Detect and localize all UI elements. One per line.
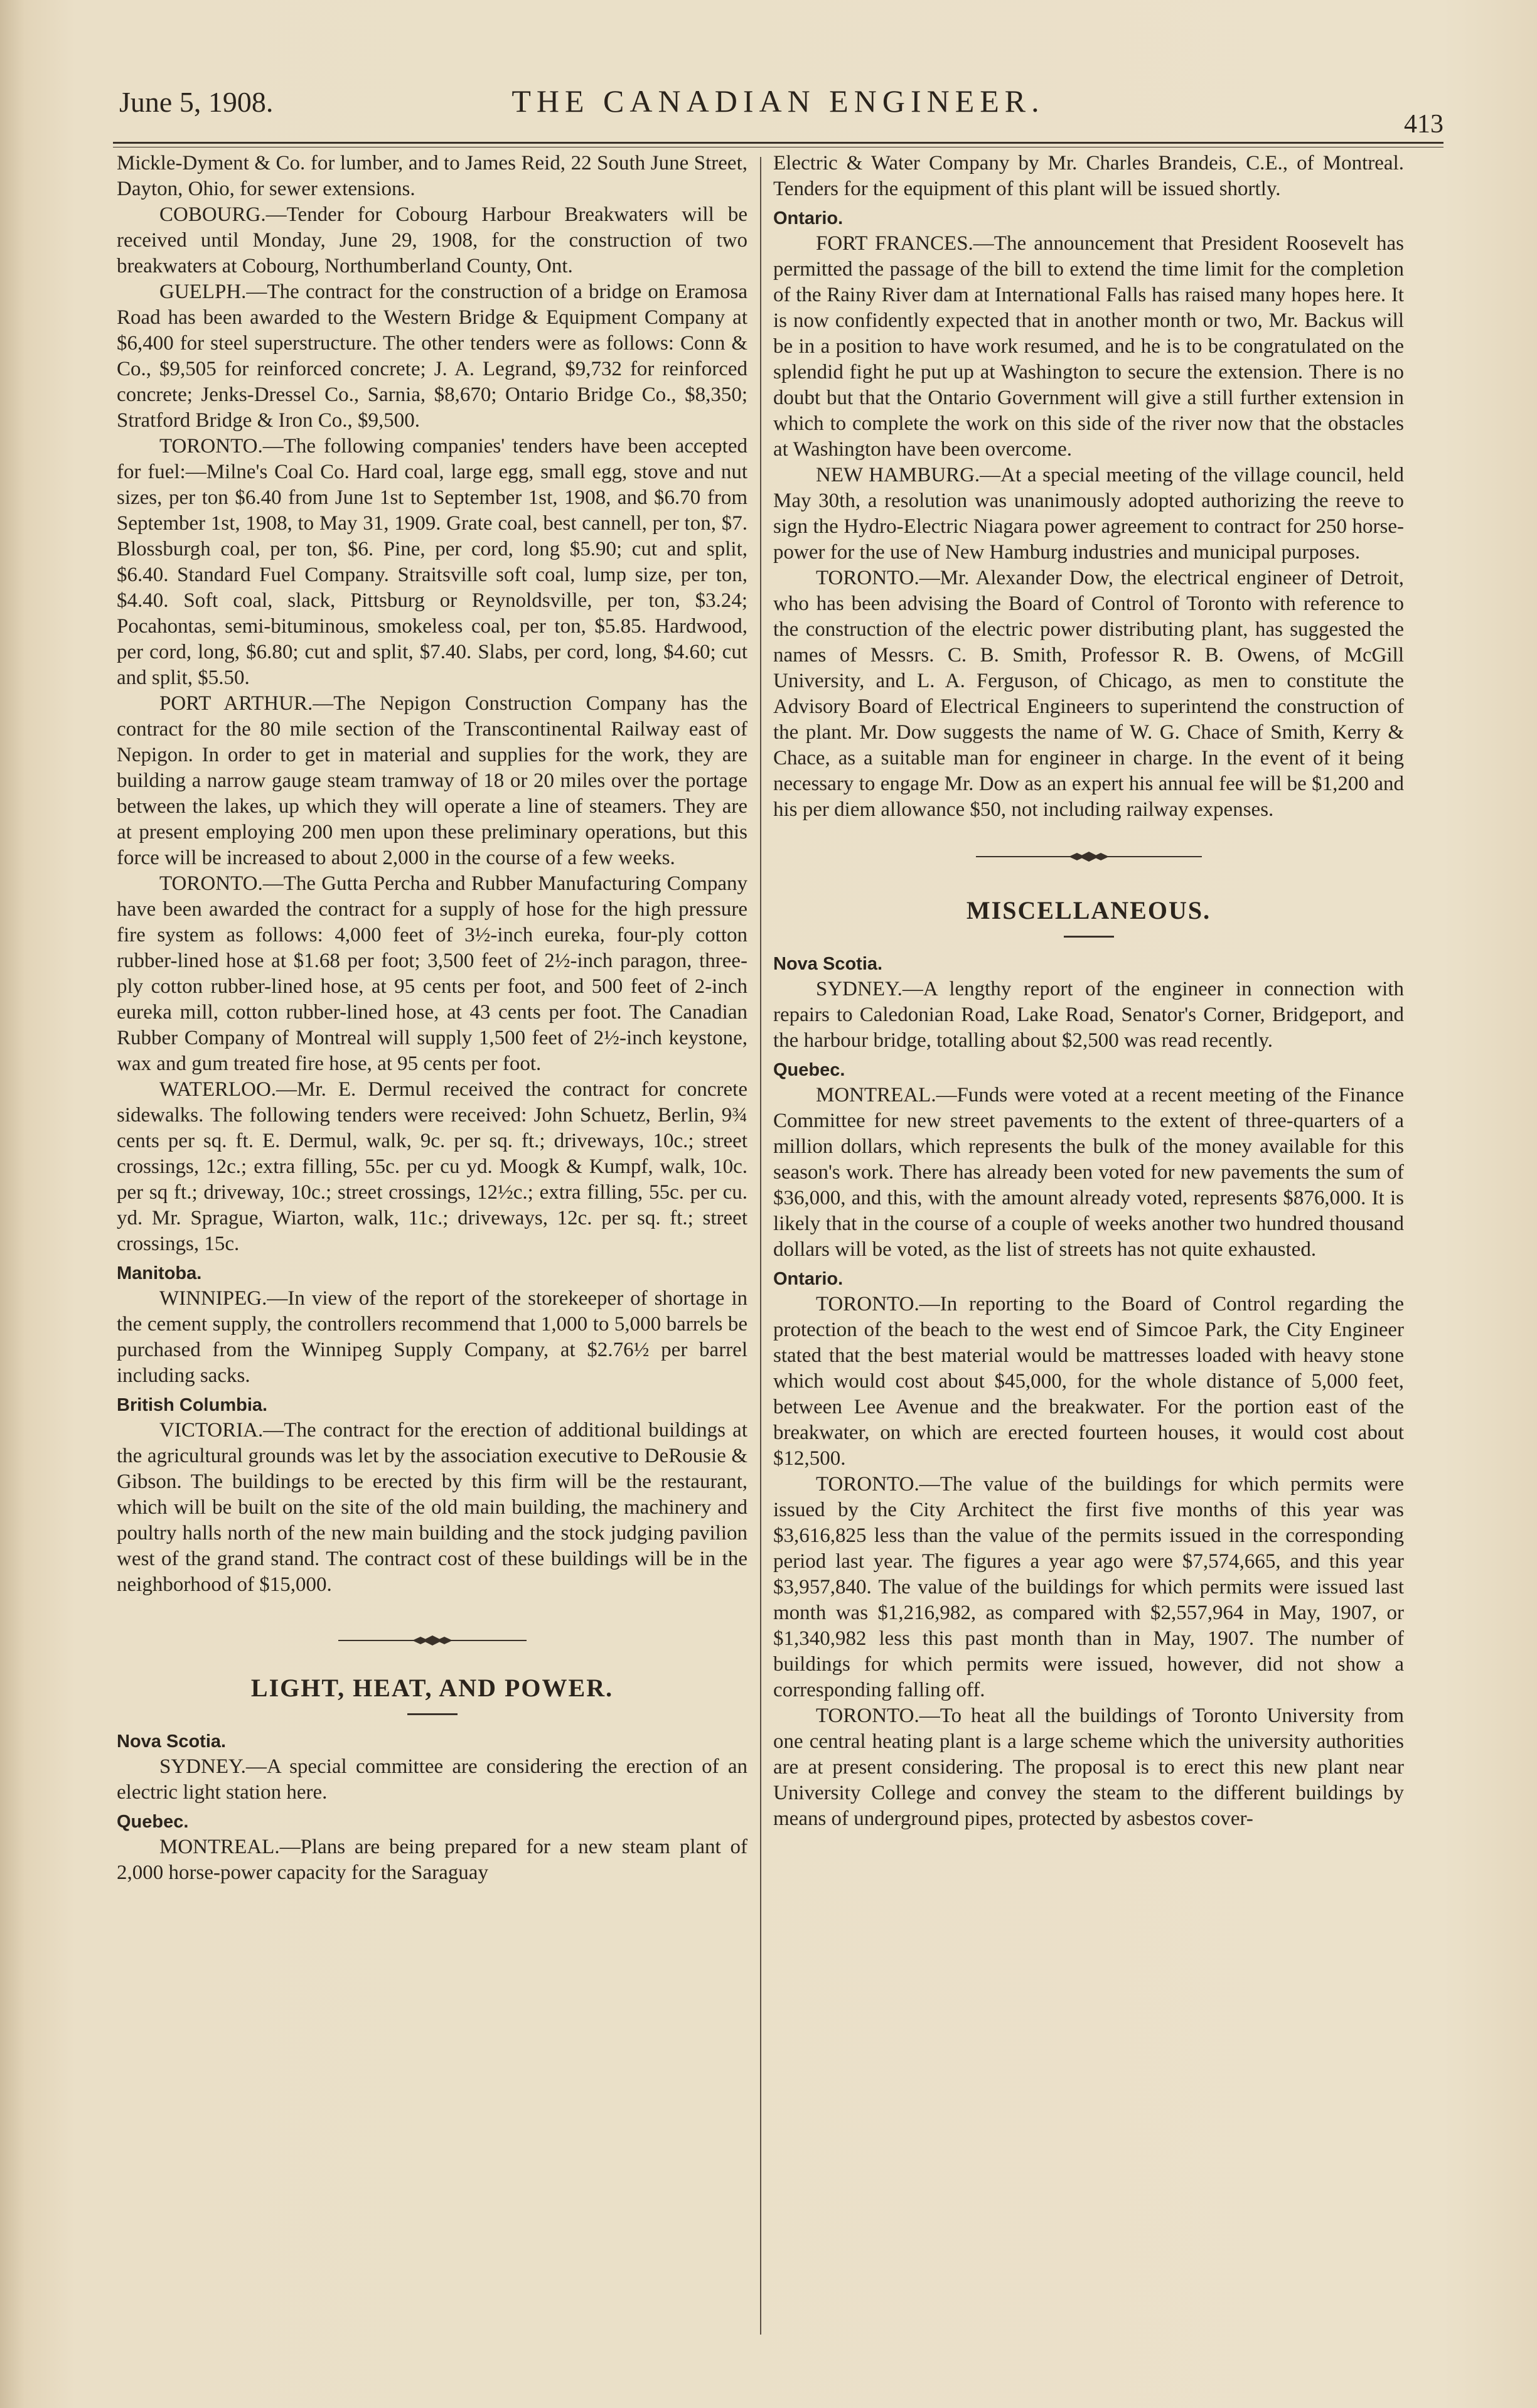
province-heading: British Columbia. bbox=[117, 1395, 268, 1415]
article-paragraph: Electric & Water Company by Mr. Charles Brandeis, C.E., of Montreal. Tenders for the equipment of this plant will be issued shortly. bbox=[773, 152, 1404, 200]
article-paragraph: MONTREAL.—Funds were voted at a recent meeting of the Finance Committee for new street pavements to the extent of three-quarters of a million dollars, which represents the bulk of the money available for this season's work. There has already been voted for new pavements the sum of $36,000, and this, with the amount already voted, represents $876,000. It is likely that in the course of a couple of weeks another two hundred thousand dollars will be voted, as the list of streets has not quite exhausted. bbox=[773, 1084, 1404, 1261]
article-paragraph: Mickle-Dyment & Co. for lumber, and to James Reid, 22 South June Street, Dayton, Ohio, for sewer extensions. bbox=[117, 152, 747, 200]
article-paragraph: FORT FRANCES.—The announcement that President Roosevelt has permitted the passage of the bill to extend the time limit for the completion of the Rainy River dam at International Falls has raised many hopes here. It is now confidently expected that in another month or two, Mr. Backus will be in a position to have work resumed, and he is to be congratulated on the splendid fight he put up at Washington to secure the extension. There is no doubt but that the Ontario Government will give a still further extension in which to complete the work on this side of the river now that the obstacles at Washington have been overcome. bbox=[773, 232, 1404, 461]
header-rule bbox=[113, 142, 1443, 144]
province-heading: Manitoba. bbox=[117, 1263, 202, 1283]
column-divider bbox=[760, 157, 761, 2335]
section-rule bbox=[407, 1713, 458, 1715]
province-heading: Ontario. bbox=[773, 1269, 843, 1289]
article-paragraph: TORONTO.—To heat all the buildings of Toronto University from one central heating plant is a large scheme which the university authorities are at present considering. The proposal is to erect this new plant near University College and convey the steam to the different buildings by means of underground pipes, protected by asbestos cover- bbox=[773, 1704, 1404, 1830]
province-heading: Nova Scotia. bbox=[773, 954, 883, 974]
page-number: 413 bbox=[1404, 110, 1443, 139]
section-title-miscellaneous: MISCELLANEOUS. bbox=[966, 896, 1211, 924]
left-column bbox=[117, 151, 747, 1886]
article-paragraph: PORT ARTHUR.—The Nepigon Construction Company has the contract for the 80 mile section of the Transcontinental Railway east of Nepigon. In order to get in material and supplies for the work, they are building a narrow gauge steam tramway of 18 or 20 miles over the portage between the lakes, up which they will operate a line of steamers. They are at present employing 200 men upon these preliminary operations, but this force will be increased to about 2,000 in the course of a few weeks. bbox=[117, 692, 747, 869]
article-paragraph: TORONTO.—The value of the buildings for which permits were issued by the City Architect the first five months of this year was $3,616,825 less than the value of the permits issued in the corresponding period last year. The figures a year ago were $7,574,665, and this year $3,957,840. The value of the buildings for which permits were issued last month was $1,216,982, as compared with $2,557,964 in May, 1907, or $1,340,982 less this past month than in May, 1907. The number of buildings for which permits were issued, however, did not show a corresponding falling off. bbox=[773, 1473, 1404, 1701]
article-paragraph: WATERLOO.—Mr. E. Dermul received the contract for concrete sidewalks. The following tenders were received: John Schuetz, Berlin, 9¾ cents per sq. ft. E. Dermul, walk, 9c. per sq. ft.; driveways, 10c.; street crossings, 12c.; extra filling, 55c. per cu yd. Moogk & Kumpf, walk, 10c. per sq ft.; driveway, 10c.; street crossings, 12½c.; extra filling, 55c. per cu. yd. Mr. Sprague, Wiarton, walk, 11c.; driveways, 12c. per sq. ft.; street crossings, 15c. bbox=[117, 1078, 747, 1255]
page-header bbox=[113, 82, 1443, 139]
article-paragraph: COBOURG.—Tender for Cobourg Harbour Breakwaters will be received until Monday, June 29, 1908, for the construction of two breakwaters at Cobourg, Northumberland County, Ont. bbox=[117, 203, 747, 277]
article-paragraph: TORONTO.—The following companies' tenders have been accepted for fuel:—Milne's Coal Co. Hard coal, large egg, small egg, stove and nut sizes, per ton $6.40 from June 1st to September 1st, 1908, and $6.70 from September 1st, 1908, to May 31, 1909. Grate coal, best cannell, per ton, $7. Blossburgh coal, per ton, $6. Pine, per cord, long $5.90; cut and split, $6.40. Standard Fuel Company. Straitsville soft coal, lump size, per ton, $4.40. Soft coal, slack, Pittsburg or Reynoldsville, per ton, $3.24; Pocahontas, semi-bituminous, smokeless coal, per ton, $5.85. Hardwood, per cord, long, $6.80; cut and split, $7.40. Slabs, per cord, long, $4.60; cut and split, $5.50. bbox=[117, 435, 747, 689]
article-paragraph: SYDNEY.—A lengthy report of the engineer in connection with repairs to Caledonian Road, Lake Road, Senator's Corner, Bridgeport, and the harbour bridge, totalling about $2,500 was read recently. bbox=[773, 978, 1404, 1052]
article-paragraph: GUELPH.—The contract for the construction of a bridge on Eramosa Road has been awarded to the Western Bridge & Equipment Company at $6,400 for steel superstructure. The other tenders were as follows: Conn & Co., $9,505 for reinforced concrete; J. A. Legrand, $9,732 for reinforced concrete; Jenks-Dressel Co., Sarnia, $8,670; Ontario Bridge Co., $8,350; Stratford Bridge & Iron Co., $9,500. bbox=[117, 281, 747, 432]
article-paragraph: TORONTO.—The Gutta Percha and Rubber Manufacturing Company have been awarded the contract for a supply of hose for the high pressure fire system as follows: 4,000 feet of 3½-inch eureka, four-ply cotton rubber-lined hose at $1.68 per foot; 3,500 feet of 2½-inch paragon, three-ply cotton rubber-lined hose, at 95 cents per foot, and 500 feet of 2-inch eureka mill, cotton rubber-lined hose, at 43 cents per foot. The Canadian Rubber Company of Montreal will supply 1,500 feet of 2½-inch keystone, wax and gum treated fire hose, at 95 cents per foot. bbox=[117, 872, 747, 1075]
article-paragraph: NEW HAMBURG.—At a special meeting of the village council, held May 30th, a resolution was unanimously adopted authorizing the reeve to sign the Hydro-Electric Niagara power agreement to contract for 250 horse-power for the use of New Hamburg industries and municipal purposes. bbox=[773, 464, 1404, 564]
article-paragraph: SYDNEY.—A special committee are considering the erection of an electric light station here. bbox=[117, 1755, 747, 1804]
section-rule bbox=[1064, 936, 1114, 938]
province-heading: Quebec. bbox=[773, 1060, 845, 1080]
ornament-divider bbox=[976, 850, 1202, 863]
ornament-divider bbox=[338, 1634, 527, 1647]
article-paragraph: MONTREAL.—Plans are being prepared for a new steam plant of 2,000 horse-power capacity for the Saraguay bbox=[117, 1836, 747, 1884]
section-title-light-heat-power: LIGHT, HEAT, AND POWER. bbox=[250, 1674, 614, 1702]
province-heading: Quebec. bbox=[117, 1812, 189, 1832]
article-paragraph: VICTORIA.—The contract for the erection of additional buildings at the agricultural grounds was let by the association executive to DeRousie & Gibson. The buildings to be erected by this firm will be the restaurant, which will be built on the site of the old main building, the machinery and poultry halls north of the new main building and the stock judging pavilion west of the grand stand. The contract cost of these buildings will be in the neighborhood of $15,000. bbox=[117, 1419, 747, 1596]
province-heading: Nova Scotia. bbox=[117, 1731, 227, 1752]
article-paragraph: TORONTO.—Mr. Alexander Dow, the electrical engineer of Detroit, who has been advising the Board of Control of Toronto with reference to the construction of the electric power distributing plant, has suggested the names of Messrs. C. B. Smith, Professor R. B. Owens, of McGill University, and L. A. Ferguson, of Chicago, as men to constitute the Advisory Board of Electrical Engineers to superintend the construction of the plant. Mr. Dow suggests the name of W. G. Chace of Smith, Kerry & Chace, as a suitable man for engineer in charge. In the event of it being necessary to engage Mr. Dow as an expert his annual fee will be $1,200 and his per diem allowance $50, not including railway expenses. bbox=[773, 567, 1404, 821]
journal-title: THE CANADIAN ENGINEER. bbox=[511, 83, 1045, 119]
right-column bbox=[773, 151, 1404, 1832]
issue-date: June 5, 1908. bbox=[119, 86, 274, 118]
article-paragraph: WINNIPEG.—In view of the report of the storekeeper of shortage in the cement supply, the controllers recommend that 1,000 to 5,000 barrels be purchased from the Winnipeg Supply Company, at $2.76½ per barrel including sacks. bbox=[117, 1287, 747, 1387]
province-heading: Ontario. bbox=[773, 208, 843, 228]
article-paragraph: TORONTO.—In reporting to the Board of Control regarding the protection of the beach to the west end of Simcoe Park, the City Engineer stated that the best material would be mattresses loaded with heavy stone which would cost about $45,000, for the whole distance of 5,000 feet, between Lee Avenue and the breakwater. For the portion east of the breakwater, on which are erected fourteen houses, it would cost about $12,500. bbox=[773, 1293, 1404, 1470]
